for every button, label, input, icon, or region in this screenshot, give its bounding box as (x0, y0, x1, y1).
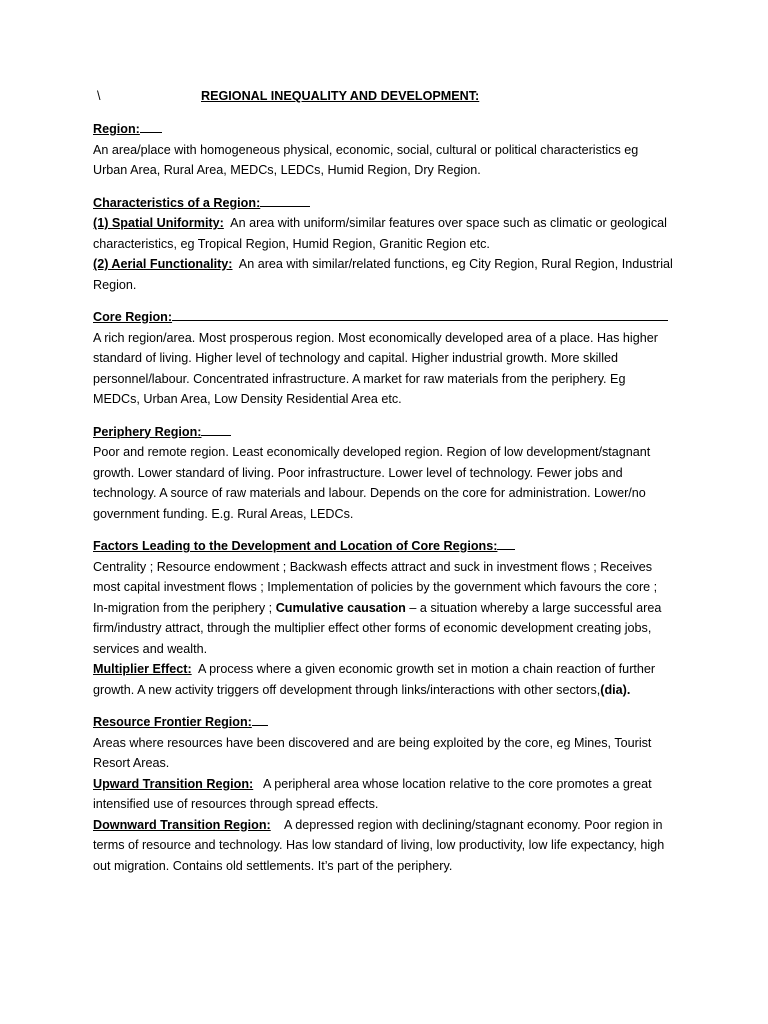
dia-reference: (dia). (600, 682, 631, 697)
periphery-heading: Periphery Region: (93, 421, 231, 443)
region-text: An area/place with homogeneous physical, economic, social, cultural or political characteristics eg Urban Area, Rural Area, MEDCs, LEDCs, Humid Region, Dry Region. (93, 142, 639, 177)
downward-transition-term: Downward Transition Region: (93, 817, 271, 832)
upward-transition-text: A peripheral area whose location relative to the core promotes a great intensified use of resources through spread effects. (93, 776, 652, 811)
spatial-uniformity-term: (1) Spatial Uniformity: (93, 216, 224, 230)
core-section (93, 306, 675, 410)
factors-paragraph (93, 557, 675, 660)
factors-text-before: Centrality ; Resource endowment ; Backwash effects attract and suck in investment flows ; Receives most capital investment flows ; Implementation of policies by the government which favours the core ; In-migration from the periphery ; (93, 559, 658, 615)
multiplier-effect-paragraph (93, 659, 675, 700)
aerial-functionality-text: An area with similar/related functions, eg City Region, Rural Region, Industrial Region. (93, 257, 673, 292)
periphery-text: Poor and remote region. Least economically developed region. Region of low development/stagnant growth. Lower standard of living. Poor infrastructure. Lower level of technology. Fewer jobs and technology. A source of raw materials and labour. Depends on the core for administration. Lower/no government funding. E.g. Rural Areas, LEDCs. (93, 445, 651, 521)
spatial-uniformity-paragraph (93, 213, 675, 254)
spatial-uniformity-text: An area with uniform/similar features over space such as climatic or geological characteristics, eg Tropical Region, Humid Region, Granitic Region etc. (93, 216, 667, 251)
aerial-functionality-paragraph (93, 254, 675, 295)
core-text: A rich region/area. Most prosperous region. Most economically developed area of a place. Has higher standard of living. Higher level of technology and capital. Higher industrial growth. More skilled personnel/labour. Concentrated infrastructure. A market for raw materials from the periphery. Eg MEDCs, Urban Area, Low Density Residential Area etc. (93, 330, 658, 406)
frontier-heading: Resource Frontier Region: (93, 711, 268, 733)
document-body (93, 86, 675, 887)
characteristics-section (93, 192, 675, 296)
multiplier-effect-term: Multiplier Effect: (93, 662, 192, 676)
aerial-functionality-term: (2) Aerial Functionality: (93, 257, 233, 271)
backslash-mark: \ (97, 89, 101, 103)
characteristics-heading: Characteristics of a Region: (93, 192, 310, 214)
frontier-section (93, 711, 675, 876)
upward-transition-paragraph (93, 774, 675, 815)
document-title: REGIONAL INEQUALITY AND DEVELOPMENT: (201, 89, 480, 103)
factors-heading: Factors Leading to the Development and Location of Core Regions: (93, 535, 515, 557)
multiplier-effect-text: A process where a given economic growth set in motion a chain reaction of further growth. A new activity triggers off development through links/interactions with other sectors, (93, 662, 656, 697)
region-section (93, 118, 675, 181)
factors-section (93, 535, 675, 700)
frontier-text: Areas where resources have been discovered and are being exploited by the core, eg Mines, Tourist Resort Areas. (93, 735, 652, 770)
downward-transition-text: A depressed region with declining/stagnant economy. Poor region in terms of resource and technology. Has low standard of living, low productivity, low life expectancy, high out migration. Contains old settlements. It’s part of the periphery. (93, 817, 665, 873)
title-line (93, 86, 675, 106)
core-heading: Core Region: (93, 306, 668, 328)
upward-transition-term: Upward Transition Region: (93, 776, 254, 791)
downward-transition-paragraph (93, 815, 675, 877)
factors-text-after: – a situation whereby a large successful area firm/industry attract, through the multiplier effect other forms of economic development creating jobs, services and wealth. (93, 600, 662, 656)
cumulative-causation-term: Cumulative causation (275, 600, 406, 615)
region-heading: Region: (93, 118, 162, 140)
periphery-section (93, 421, 675, 525)
